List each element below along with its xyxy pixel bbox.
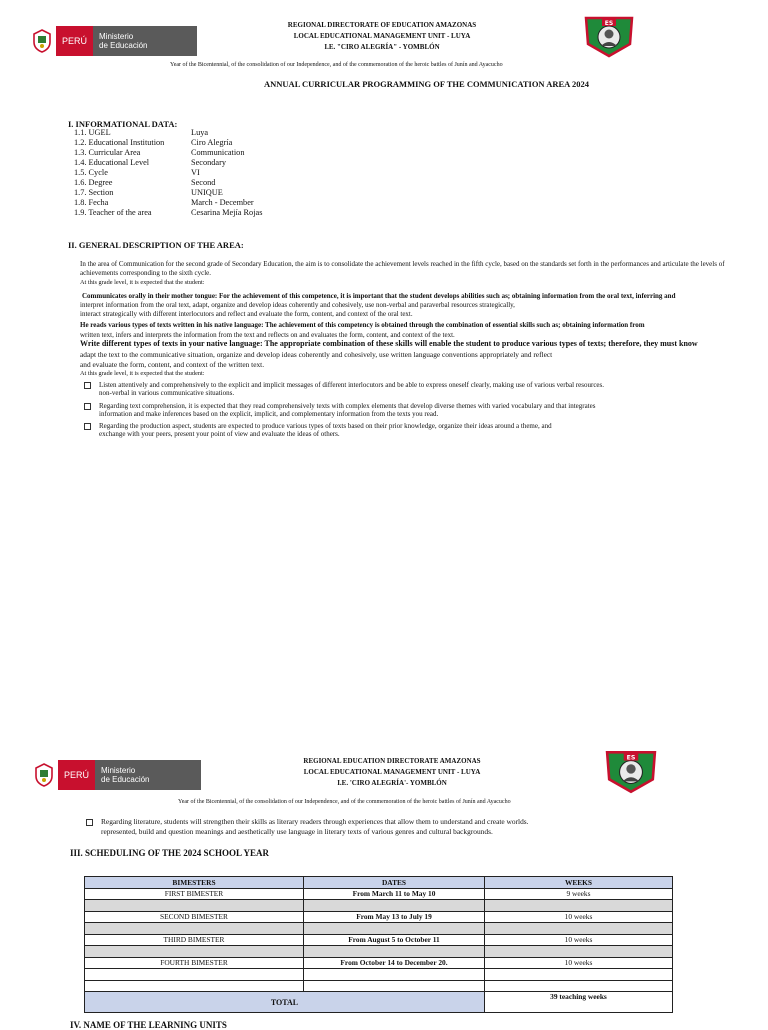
- spacer-row: [85, 946, 673, 958]
- competence-writing: Write different types of texts in your native language: The appropriate combination of these skills will enable the student to produce various types of texts; therefore, they must know: [80, 339, 698, 348]
- peru-coat-of-arms-icon: [30, 760, 58, 790]
- competence-writing-text-1: adapt the text to the communicative situation, organize and develop ideas coherently and cohesively, use written language conventions appropriately and reflect: [80, 350, 553, 359]
- info-label: 1.1. UGEL: [74, 128, 111, 137]
- bullet-text-cont: exchange with your peers, present your point of view and evaluate the ideas of others.: [99, 430, 340, 439]
- info-heading: I. INFORMATIONAL DATA:: [68, 119, 178, 129]
- general-heading: II. GENERAL DESCRIPTION OF THE AREA:: [68, 240, 244, 250]
- school-crest-icon: [583, 14, 635, 58]
- weeks-cell: 10 weeks: [485, 957, 673, 969]
- dates-cell: From August 5 to October 11: [304, 934, 485, 946]
- info-value: March - December: [191, 198, 254, 207]
- expected-note-1: At this grade level, it is expected that the student:: [80, 279, 205, 286]
- col-header-dates: DATES: [304, 877, 485, 889]
- info-label: 1.5. Cycle: [74, 168, 108, 177]
- school-badge-text: ES: [626, 754, 636, 762]
- ministry-line-2: de Educación: [99, 41, 148, 50]
- bullet-text: Regarding the production aspect, students are expected to produce various types of texts based on their prior knowledge, organize their ideas around a theme, and: [99, 422, 552, 430]
- list-item: [86, 817, 529, 836]
- peru-label: PERÚ: [58, 760, 95, 790]
- bimester-cell: SECOND BIMESTER: [85, 911, 304, 923]
- checkbox-bullet-icon: [84, 423, 91, 430]
- ministry-logo: [28, 26, 197, 56]
- list-item: [84, 381, 604, 398]
- competence-oral-text-2: interact strategically with different interlocutors and reflect and evaluate the form, content, and context of the oral text.: [80, 310, 413, 318]
- school-line: I.E. 'CIRO ALEGRÍA'- YOMBLÓN: [337, 779, 447, 787]
- spacer-row: [85, 980, 673, 992]
- competence-reading-text: written text, infers and interprets the information from the text and reflects on and evaluates the form, content, and context of the text.: [80, 331, 455, 339]
- page-2-header-text: [250, 756, 534, 789]
- page-1-header-text: [240, 20, 524, 53]
- info-label: 1.3. Curricular Area: [74, 148, 141, 157]
- ministry-line-1: Ministerio: [99, 32, 134, 41]
- ministry-name: [93, 26, 197, 56]
- bullet-text-cont: represented, build and question meanings and aesthetically use language in literary texts of various genres and cultural backgrounds.: [101, 826, 493, 836]
- school-crest-icon: [604, 748, 658, 794]
- checkbox-bullet-icon: [84, 382, 91, 389]
- ministry-line-2: de Educación: [101, 775, 150, 784]
- bimester-cell: THIRD BIMESTER: [85, 934, 304, 946]
- dates-cell: From May 13 to July 19: [304, 911, 485, 923]
- page-2: [0, 740, 768, 1030]
- info-value: Secondary: [191, 158, 227, 167]
- ministry-logo: [30, 760, 201, 790]
- school-badge-text: ES: [604, 20, 614, 27]
- table-row: [85, 888, 673, 900]
- list-item: [84, 402, 595, 419]
- learning-units-heading: IV. NAME OF THE LEARNING UNITS: [70, 1020, 227, 1030]
- directorate-line: REGIONAL DIRECTORATE OF EDUCATION AMAZONAS: [287, 21, 477, 29]
- bullet-text-cont: information and make inferences based on the explicit, implicit, and complementary information from the texts you read.: [99, 410, 439, 419]
- competence-writing-text-2: and evaluate the form, content, and context of the written text.: [80, 360, 265, 369]
- dates-cell: From March 11 to May 10: [304, 888, 485, 900]
- weeks-cell: 10 weeks: [485, 934, 673, 946]
- management-unit-line: LOCAL EDUCATIONAL MANAGEMENT UNIT - LUYA: [303, 768, 481, 776]
- year-motto: Year of the Bicentennial, of the consolidation of our Independence, and of the commemoration of the heroic battles of Junín and Ayacucho: [170, 62, 503, 68]
- bimester-cell: FIRST BIMESTER: [85, 888, 304, 900]
- ministry-name: [95, 760, 201, 790]
- dates-cell: From October 14 to December 20.: [304, 957, 485, 969]
- table-row: [85, 957, 673, 969]
- bimester-cell: FOURTH BIMESTER: [85, 957, 304, 969]
- info-label: 1.6. Degree: [74, 178, 113, 187]
- general-intro: In the area of Communication for the second grade of Secondary Education, the aim is to consolidate the achievement levels reached in the fifth cycle, based on the standards set forth in the performances and articulate the levels of achievements corresponding to the sixth cycle.: [80, 260, 725, 277]
- document-title: ANNUAL CURRICULAR PROGRAMMING OF THE COMMUNICATION AREA 2024: [264, 79, 589, 89]
- bullet-text: Listen attentively and comprehensively to the explicit and implicit messages of different interlocutors and be able to express oneself clearly, making use of various verbal resources.: [99, 381, 605, 389]
- expected-note-2: At this grade level, it is expected that the student:: [80, 370, 205, 377]
- peru-coat-of-arms-icon: [28, 26, 56, 56]
- checkbox-bullet-icon: [86, 819, 93, 826]
- info-label: 1.9. Teacher of the area: [74, 208, 152, 217]
- col-header-bimesters: BIMESTERS: [85, 877, 304, 889]
- info-label: 1.8. Fecha: [74, 198, 109, 207]
- info-value: Communication: [191, 148, 245, 157]
- schedule-table: [84, 876, 673, 1013]
- info-value: Ciro Alegría: [191, 138, 233, 147]
- col-header-weeks: WEEKS: [485, 877, 673, 889]
- school-line: I.E. "CIRO ALEGRÍA" - YOMBLÓN: [324, 43, 440, 51]
- total-label: TOTAL: [85, 992, 485, 1013]
- info-value: UNIQUE: [191, 188, 223, 197]
- competence-oral: Communicates orally in their mother tongue: For the achievement of this competence, it is important that the student develops abilities such as; obtaining information from the oral text, inferring and: [82, 292, 676, 300]
- weeks-cell: 9 weeks: [485, 888, 673, 900]
- peru-label: PERÚ: [56, 26, 93, 56]
- info-value: Cesarina Mejía Rojas: [191, 208, 263, 217]
- total-row: [85, 992, 673, 1013]
- checkbox-bullet-icon: [84, 403, 91, 410]
- schedule-heading: III. SCHEDULING OF THE 2024 SCHOOL YEAR: [70, 848, 269, 858]
- management-unit-line: LOCAL EDUCATIONAL MANAGEMENT UNIT - LUYA: [293, 32, 471, 40]
- year-motto: Year of the Bicentennial, of the consolidation of our Independence, and of the commemoration of the heroic battles of Junín and Ayacucho: [178, 799, 511, 805]
- info-label: 1.7. Section: [74, 188, 114, 197]
- weeks-cell: 10 weeks: [485, 911, 673, 923]
- table-header-row: [85, 877, 673, 889]
- spacer-row: [85, 923, 673, 935]
- directorate-line: REGIONAL EDUCATION DIRECTORATE AMAZONAS: [303, 757, 481, 765]
- total-weeks: 39 teaching weeks: [485, 992, 673, 1013]
- bullet-text: Regarding text comprehension, it is expected that they read comprehensively texts with complex elements that develop diverse themes with varied vocabulary and that integrates: [99, 402, 596, 410]
- spacer-row: [85, 969, 673, 981]
- ministry-line-1: Ministerio: [101, 766, 136, 775]
- bullet-text-cont: non-verbal in various communicative situations.: [99, 389, 235, 398]
- competence-oral-text-1: interpret information from the oral text, adapt, organize and develop ideas coherently and cohesively, use non-verbal and paraverbal resources strategically,: [80, 301, 515, 309]
- info-value: VI: [191, 168, 200, 177]
- spacer-row: [85, 900, 673, 912]
- table-row: [85, 934, 673, 946]
- info-label: 1.2. Educational Institution: [74, 138, 165, 147]
- info-value: Second: [191, 178, 216, 187]
- info-value: Luya: [191, 128, 209, 137]
- competence-reading: He reads various types of texts written in his native language: The achievement of this competency is obtained through the combination of essential skills such as; obtaining information from: [80, 321, 645, 329]
- bullet-text: Regarding literature, students will strengthen their skills as literary readers through experiences that allow them to understand and create worlds.: [101, 817, 529, 826]
- table-row: [85, 911, 673, 923]
- info-row: [74, 128, 111, 138]
- info-label: 1.4. Educational Level: [74, 158, 150, 167]
- list-item: [84, 422, 552, 439]
